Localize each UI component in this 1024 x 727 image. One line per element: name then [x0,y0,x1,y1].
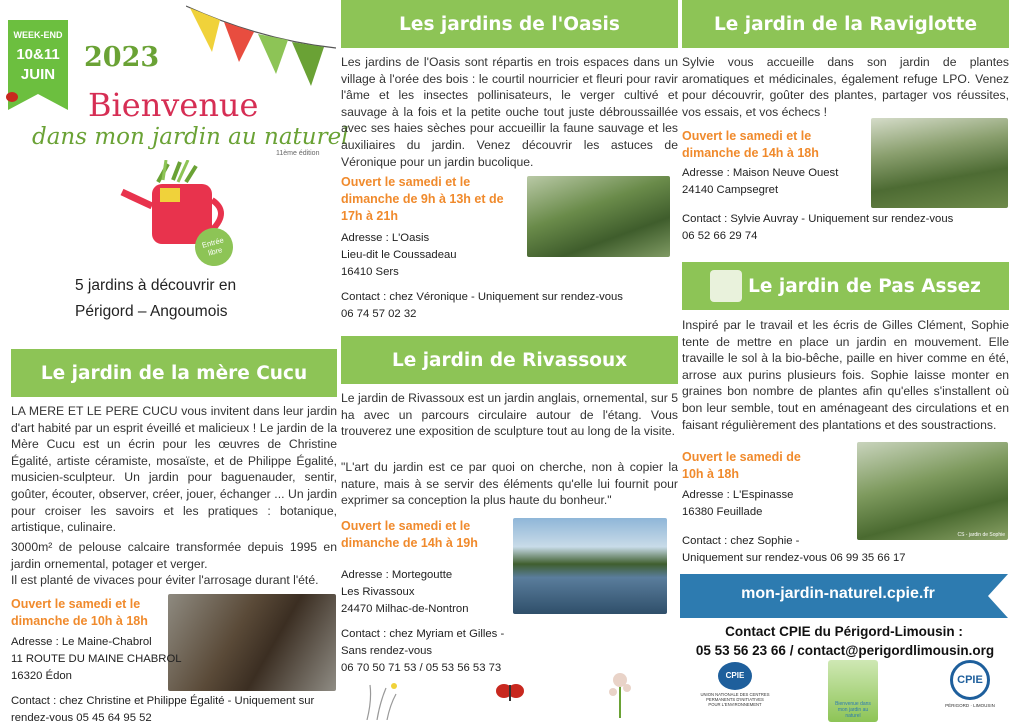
oasis-address-line: Lieu-dit le Coussadeau [341,249,457,261]
oasis-hours: Ouvert le samedi et le dimanche de 9h à 13h et de 17h à 21h [341,175,504,223]
pasassez-photo [857,442,1008,540]
merecucu-contact-line: rendez-vous 05 45 64 95 52 [11,712,152,724]
ribbon-month: JUIN [20,66,56,83]
contact-cpie-title: Contact CPIE du Périgord-Limousin : [725,624,963,639]
rivassoux-description: Le jardin de Rivassoux est un jardin anglais, ornemental, sur 5 ha avec un parcours circulaire autour de l'étang. Vous trouverez une exposition de sculpture tout au long de la visite. [341,391,678,439]
pasassez-contact-line: Uniquement sur rendez-vous 06 99 35 66 17 [682,552,906,564]
merecucu-description: LA MERE ET LE PERE CUCU vous invitent dans leur jardin d'art habité par un esprit éveillé et malicieux ! Le jardin de la Mère Cucu est un écrin pour les œuvres de Christine Égalité, artiste céramiste, mosaïste, et de Philippe Égalité, musicien-sculpteur. Un jardin pour baguenauder, sentir, goûter, écouter, observer, créer, jouer, échanger ... Un jardin pour croiser les savoirs et les pratiques : botanique, artistique, culinaire. [11,404,337,535]
subtitle: dans mon jardin au naturel [32,124,349,150]
year: 2023 [84,42,160,73]
pasassez-logo-icon [710,270,742,302]
oasis-contact [341,289,623,323]
merecucu-description-3: Il est planté de vivaces pour éviter l'arrosage durant l'été. [11,573,319,587]
raviglotte-contact-line: Contact : Sylvie Auvray - Uniquement sur rendez-vous [682,213,954,225]
rivassoux-quote: "L'art du jardin est ce par quoi on cherche, non à copier la nature, mais à se servir des éléments qu'elle lui fournit pour exprimer sa conception la plus haute du bonheur." [341,460,678,508]
raviglotte-contact [682,211,953,245]
merecucu-description-2: 3000m² de pelouse calcaire transformée depuis 1995 en jardin ornemental, potager et verger. [11,540,337,571]
logo-unccpie [700,662,770,722]
pasassez-address [682,487,793,521]
oasis-address [341,230,457,281]
raviglotte-description: Sylvie vous accueille dans son jardin de plantes aromatiques et médicinales, également refuge LPO. Venez pour découvrir, goûter des plantes, partager vos réussites, vos essais, et vos échecs ! [682,55,1009,119]
grass-doodle-icon [362,680,402,720]
oasis-address-line: 16410 Sers [341,266,399,278]
raviglotte-hours: Ouvert le samedi et le dimanche de 14h à 18h [682,129,819,160]
merecucu-hours: Ouvert le samedi et le dimanche de 10h à 18h [11,597,148,628]
raviglotte-contact-line: 06 52 66 29 74 [682,230,758,242]
oasis-description: Les jardins de l'Oasis sont répartis en trois espaces dans un village à l'orée des bois : le courtil nourricier et fleuri pour ravir l'âme et les insectes pollinisateurs, le verger cultivé et sauvage à la fois et la petite ouche tout juste débroussaillée avec ses haies sèches pour accueillir la faune sauvage et les auxiliaires du jardin. Venez découvrir les astuces de Véronique pour un jardin bucolique. [341,55,678,169]
oasis-address-line: Adresse : L'Oasis [341,232,430,244]
badge-text: Entrée libre [200,235,225,258]
logo-unccpie-mark: CPIE [718,662,752,690]
merecucu-contact [11,693,314,727]
butterfly-icon [495,682,525,704]
pasassez-description: Inspiré par le travail et les écris de Gilles Clément, Sophie tente de mettre en place un jardin en mouvement. Elle travaille le sol à la bio-bêche, paille en hiver comme en été, arrose aux purins plusieurs fois. Sophie laisse monter en graines bon nombre de plantes afin qu'elles s'installent où bon leur semble, tout en aménageant des circulations et en faisant régulièrement des plantations et des soustractions. [682,318,1009,432]
raviglotte-address-line: Adresse : Maison Neuve Ouest [682,167,839,179]
merecucu-address [11,634,182,685]
pasassez-address-line: Adresse : L'Espinasse [682,489,794,501]
intro-line2: Périgord – Angoumois [75,303,228,320]
contact-cpie-line: 05 53 56 23 66 / contact@perigordlimousin.org [695,643,995,658]
rivassoux-address-line: 24470 Milhac-de-Nontron [341,603,469,615]
oasis-photo [527,176,670,257]
pasassez-contact-line: Contact : chez Sophie - [682,535,800,547]
raviglotte-address-line: 24140 Campsegret [682,184,779,196]
title-bienvenue: Bienvenue [88,86,259,124]
photo-credit: CS - jardin de Sophie [957,532,1005,538]
logo-cpie-perigord-caption: PÉRIGORD · LIMOUSIN [945,703,995,708]
pasassez-title: Le jardin de Pas Assez [748,275,981,297]
logo-cpie-perigord [940,660,1000,722]
pasassez-contact [682,533,906,567]
oasis-contact-line: 06 74 57 02 32 [341,308,417,320]
oasis-title: Les jardins de l'Oasis [341,0,678,48]
raviglotte-photo [871,118,1008,208]
ladybug-icon [6,92,18,102]
logo-bienvenue-caption: Bienvenue dans mon jardin au naturel [835,701,871,719]
logo-unccpie-caption: UNION NATIONALE DES CENTRES PERMANENTS D'INITIATIVES POUR L'ENVIRONNEMENT [700,692,770,707]
merecucu-address-line: 16320 Édon [11,670,72,682]
rivassoux-address-line: Les Rivassoux [341,586,415,598]
ribbon-weekend: WEEK-END [13,30,63,40]
raviglotte-address [682,165,838,199]
pasassez-address-line: 16380 Feuillade [682,506,763,518]
rivassoux-contact [341,626,504,677]
edition: 11ème édition [276,150,320,157]
rivassoux-contact-line: Contact : chez Myriam et Gilles - [341,628,505,640]
logo-cpie-perigord-mark: CPIE [950,660,990,700]
website-banner[interactable] [680,574,1008,618]
raviglotte-title: Le jardin de la Raviglotte [682,0,1009,48]
rivassoux-contact-line: 06 70 50 71 53 / 05 53 56 53 73 [341,662,502,674]
merecucu-address-line: 11 ROUTE DU MAINE CHABROL [11,653,182,665]
rivassoux-address [341,567,468,618]
oasis-contact-line: Contact : chez Véronique - Uniquement sur rendez-vous [341,291,623,303]
website-link[interactable]: mon-jardin-naturel.cpie.fr [741,585,935,602]
pasassez-title-banner [682,262,1009,310]
rivassoux-contact-line: Sans rendez-vous [341,645,433,657]
merecucu-contact-line: Contact : chez Christine et Philippe Égalité - Uniquement sur [11,695,315,707]
merecucu-photo [168,594,336,691]
flower-doodle-icon [605,668,635,718]
bunting-flags [186,0,336,95]
rivassoux-hours: Ouvert le samedi et le dimanche de 14h à 19h [341,519,478,550]
merecucu-address-line: Adresse : Le Maine-Chabrol [11,636,152,648]
rivassoux-title: Le jardin de Rivassoux [341,336,678,384]
pasassez-hours: Ouvert le samedi de 10h à 18h [682,450,801,481]
rivassoux-address-line: Adresse : Mortegoutte [341,569,453,581]
logo-bienvenue [828,660,878,722]
ribbon-days: 10&11 [16,46,60,63]
merecucu-title: Le jardin de la mère Cucu [11,349,337,397]
intro-line1: 5 jardins à découvrir en [75,277,237,294]
rivassoux-photo [513,518,667,614]
